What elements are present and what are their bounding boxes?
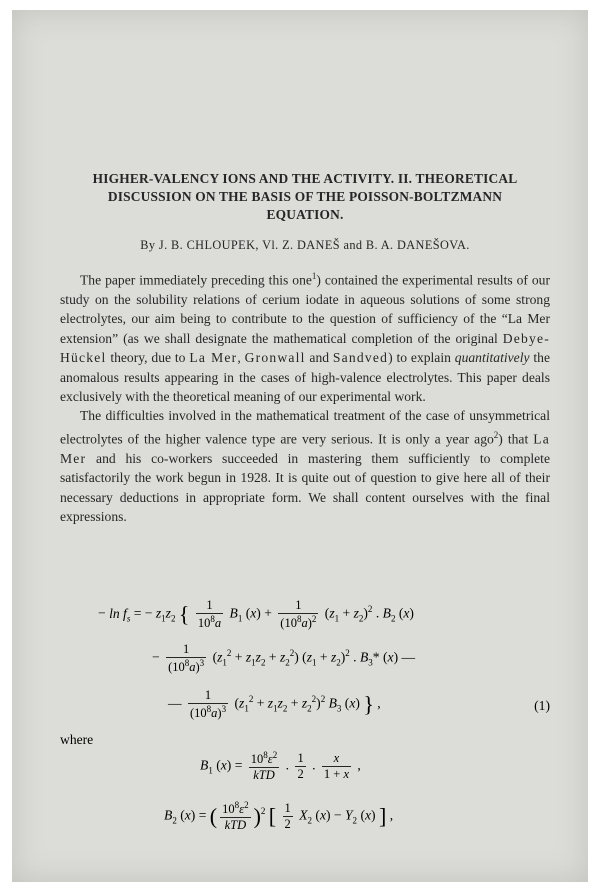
equation-b1 [60, 750, 550, 800]
article [60, 170, 550, 526]
equation-b2-line: $B_2$ (x) = ( $\frac{10^8\varepsilon^2}{\text{kTD}}$ )$^2$ [ $\frac{1}{2}$ $X_2$ $(x) - Y_2$ (x) ] , [164, 800, 394, 833]
equation-line-1: − $\ln f_s$ = − $z_1z_2$ { $\frac{1}{10^8a}$ $B_1$ (x) + $\frac{1}{(10^8a)^2}$ $(z_1 + z_2)^2$ . $B_2$ (x) [98, 598, 414, 631]
text: and [305, 350, 333, 366]
name-spaced: La Mer [60, 431, 551, 466]
title-line: DISCUSSION ON THE BASIS OF THE POISSON-BOLTZMANN [107, 189, 503, 204]
footnote-ref: 2 [493, 429, 499, 440]
text: The difficulties involved in the mathematical treatment of the case of unsymmetrical electrolytes of the higher valence type are very serious. It is only a year ago [60, 408, 550, 447]
paragraph-1 [60, 267, 550, 406]
text: the anomalous results appearing in the cases of high-valence electrolytes. This paper deals exclusively with the theoretical meaning of our experimental work. [60, 350, 550, 404]
authors: By J. B. CHLOUPEK, Vl. Z. DANEŠ and B. A. DANEŠOVA. [140, 238, 470, 252]
title-line: HIGHER-VALENCY IONS AND THE ACTIVITY. II. THEORETICAL [92, 171, 518, 186]
title-line: EQUATION. [266, 207, 344, 222]
text: ) that [498, 431, 534, 447]
name-spaced: Sandved [332, 350, 389, 366]
equation-line-3: — $\frac{1}{(10^8a)^3}$ $(z_1^2 + z_1z_2 + z_2^2)^2$ $B_3$ (x) } , [168, 688, 381, 721]
equation-b1-line: $B_1$ (x) = $\frac{10^8\varepsilon^2}{\text{kTD}}$ . $\frac{1}{2}$ . $\frac{x}{1 + x}$ , [200, 750, 361, 783]
equation-line-2: − $\frac{1}{(10^8a)^3}$ $(z_1^2 + z_1z_2 + z_2^2) (z_1 + z_2)^2$ . $B_3*$ (x) — [152, 642, 416, 675]
text: The paper immediately preceding this one [80, 272, 312, 288]
footnote-ref: 1 [311, 271, 317, 281]
text: theory, due to [106, 350, 190, 366]
where-label: where [60, 732, 94, 747]
name-spaced: Debye-Hückel [60, 330, 550, 366]
name-spaced: Gronwall [244, 350, 306, 366]
equation-b2 [60, 800, 550, 850]
equation-1 [60, 598, 550, 728]
text: ) contained the experimental results of our study on the solubility relations of cerium iodate in aqueous solutions of some strong electrolytes, our aim being to contribute to the question of sufficiency of the “La Mer extension” (as we shall designate the mathematical completion of the original [60, 272, 550, 346]
text: , [237, 350, 245, 366]
paragraph-2 [60, 406, 550, 526]
text: ) to explain [388, 350, 455, 366]
equation-number: (1) [534, 698, 550, 713]
name-spaced: La Mer [189, 350, 238, 366]
article-title [60, 170, 550, 224]
emphasis: quantitatively [454, 350, 530, 366]
text: and his co-workers succeeded in mastering them sufficiently to complete satisfactorily the work begun in 1928. It is quite out of question to give here all of their necessary deductions in appropriate form. We shall content ourselves with the final expressions. [60, 450, 550, 524]
